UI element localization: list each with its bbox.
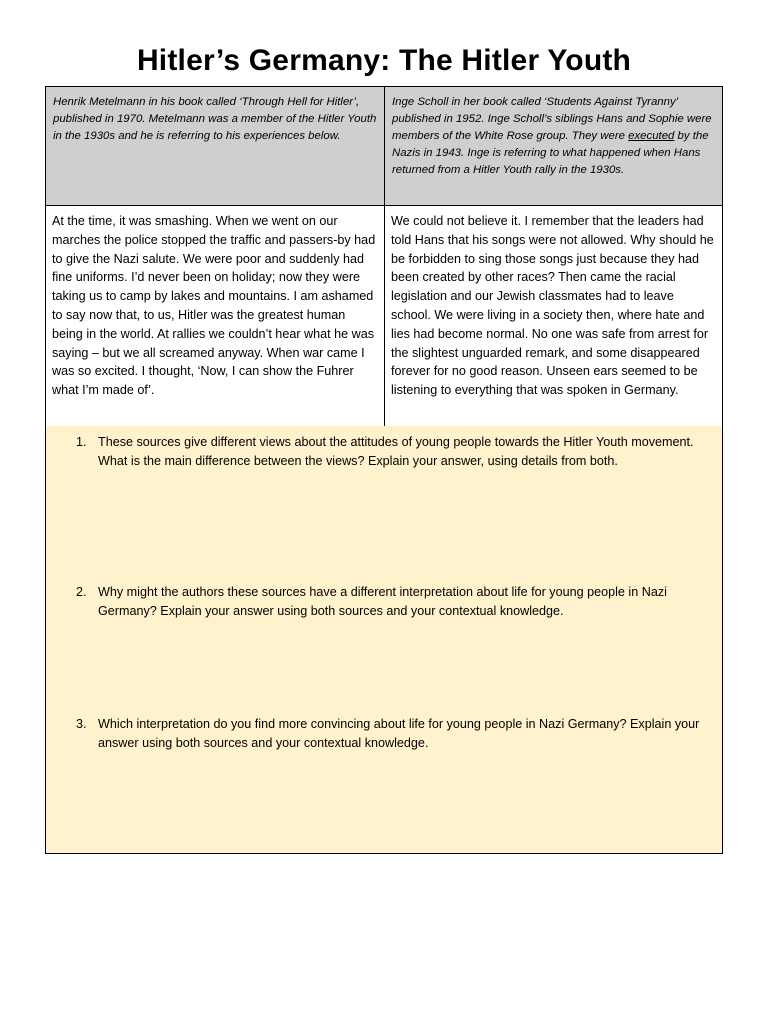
source-a-text-cell: [46, 206, 385, 426]
source-a-intro: Henrik Metelmann in his book called ‘Through Hell for Hitler’, published in 1970. Metelmann was a member of the Hitler Youth in the 1930s and he is referring to his experiences below.: [53, 96, 377, 142]
question-item: [76, 715, 706, 752]
source-a-intro-cell: [46, 87, 385, 205]
source-b-intro-part2: by the Nazis in 1943. Inge is referring to what happened when Hans returned from a Hitler Youth rally in the 1930s.: [392, 130, 709, 176]
source-a-text: At the time, it was smashing. When we went on our marches the police stopped the traffic and passers-by had to give the Nazi salute. We were poor and suddenly had fine uniforms. I’d never been on holiday; now they were taking us to camp by lakes and mountains. I am ashamed to say now that, to us, Hitler was the greatest human being in the world. At rallies we couldn’t hear what he was saying – but we all screamed anyway. When war came I was so excited. I thought, ‘Now, I can show the Fuhrer what I’m made of’.: [52, 214, 376, 398]
worksheet-table: [45, 86, 723, 854]
questions-area: [46, 426, 722, 853]
source-intro-row: [46, 87, 722, 206]
source-b-text: We could not believe it. I remember that the leaders had told Hans that his songs were not allowed. Why should he be forbidden to sing those songs just because they had been created by other races? Then came the racial legislation and our Jewish classmates had to leave school. We were living in a society then, where hate and lies had become normal. No one was safe from arrest for the slightest unguarded remark, and some disappeared forever for no good reason. Unseen ears seemed to be listening to everything that was spoken in Germany.: [391, 214, 714, 398]
source-b-intro-underlined: executed: [628, 130, 675, 142]
question-number: 1.: [76, 435, 87, 449]
source-b-text-cell: [385, 206, 722, 426]
source-b-intro-cell: [385, 87, 722, 205]
question-item: [76, 583, 706, 620]
question-text: Which interpretation do you find more convincing about life for young people in Nazi Germany? Explain your answer using both sources and your contextual knowledge.: [98, 717, 700, 750]
question-item: [76, 433, 706, 470]
question-text: These sources give different views about the attitudes of young people towards the Hitler Youth movement. What is the main difference between the views? Explain your answer, using details from both.: [98, 435, 694, 468]
question-text: Why might the authors these sources have a different interpretation about life for young people in Nazi Germany? Explain your answer using both sources and your contextual knowledge.: [98, 585, 667, 618]
page-title: Hitler’s Germany: The Hitler Youth: [136, 44, 632, 77]
question-number: 2.: [76, 585, 87, 599]
question-number: 3.: [76, 717, 87, 731]
source-b-intro-part1: Inge Scholl in her book called ‘Students Against Tyranny’ published in 1952. Inge Scholl’s siblings Hans and Sophie were members of the White Rose group. They were: [392, 96, 712, 142]
source-b-intro: [385, 87, 722, 179]
source-text-row: [46, 206, 722, 427]
